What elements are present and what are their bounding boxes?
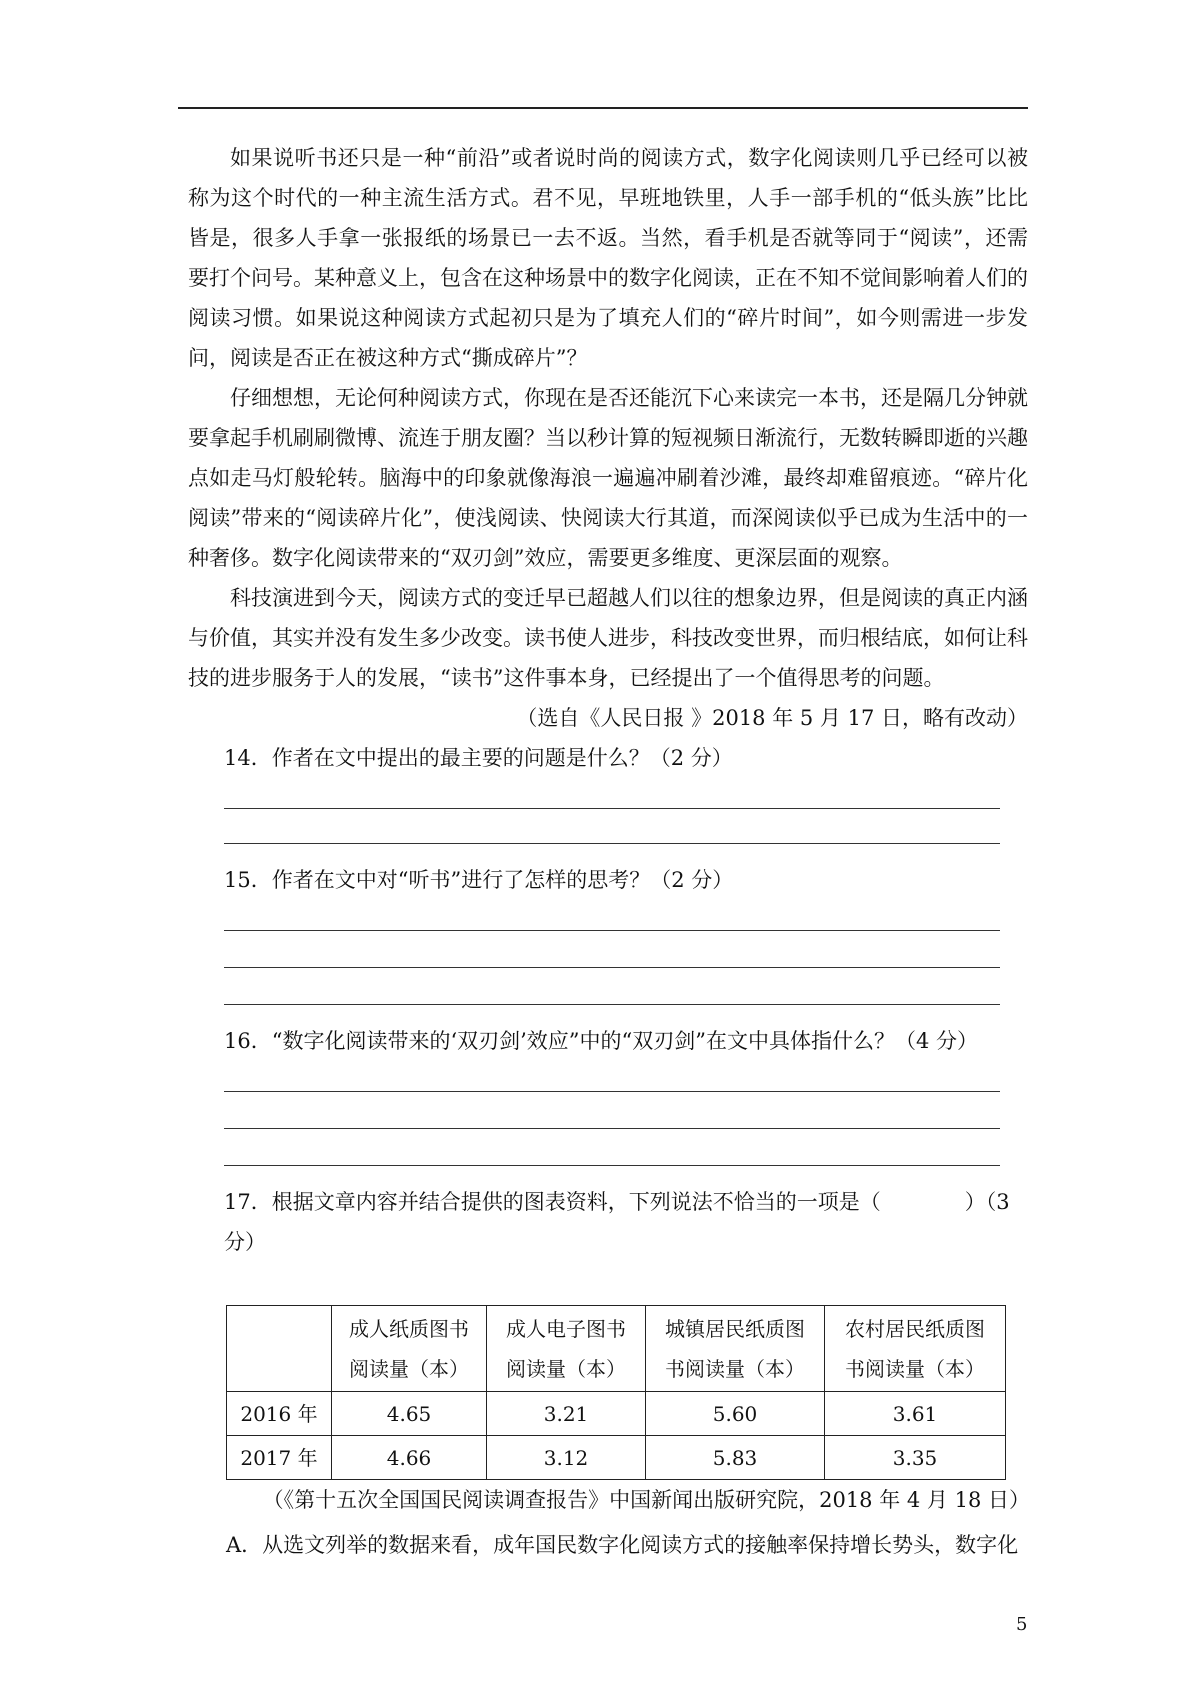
question-14: 14．作者在文中提出的最主要的问题是什么？（2 分） <box>224 746 733 770</box>
header-line: 阅读量（本） <box>506 1356 626 1381</box>
answer-line[interactable] <box>224 1091 1000 1092</box>
table-row <box>227 1436 1006 1480</box>
table-cell: 3.35 <box>825 1436 1006 1480</box>
header-line: 书阅读量（本） <box>845 1356 985 1381</box>
answer-lines-14 <box>188 808 1028 844</box>
page-number: 5 <box>1016 1614 1028 1635</box>
answer-line[interactable] <box>224 1165 1000 1166</box>
header-line: 农村居民纸质图 <box>845 1316 985 1341</box>
answer-lines-15 <box>188 930 1028 1005</box>
table-cell: 4.65 <box>332 1392 487 1436</box>
answer-line[interactable] <box>224 1128 1000 1129</box>
header-rule <box>178 107 1028 109</box>
table-cell: 5.60 <box>646 1392 825 1436</box>
header-line: 城镇居民纸质图 <box>665 1316 805 1341</box>
paragraph-2: 仔细想想，无论何种阅读方式，你现在是否还能沉下心来读完一本书，还是隔几分钟就要拿起手机刷刷微博、流连于朋友圈？当以秒计算的短视频日渐流行，无数转瞬即逝的兴趣点如走马灯般轮转。脑海中的印象就像海浪一遍遍冲刷着沙滩，最终却难留痕迹。“碎片化阅读”带来的“阅读碎片化”，使浅阅读、快阅读大行其道，而深阅读似乎已成为生活中的一种奢侈。数字化阅读带来的“双刃剑”效应，需要更多维度、更深层面的观察。 <box>188 386 1028 570</box>
header-line: 成人纸质图书 <box>349 1316 469 1341</box>
reading-statistics-table <box>226 1305 1006 1480</box>
header-line: 阅读量（本） <box>349 1356 469 1381</box>
table-cell: 4.66 <box>332 1436 487 1480</box>
option-a: A．从选文列举的数据来看，成年国民数字化阅读方式的接触率保持增长势头，数字化 <box>226 1533 1019 1557</box>
table-cell-year: 2017 年 <box>227 1436 332 1480</box>
header-line: 成人电子图书 <box>506 1316 626 1341</box>
table-cell: 3.21 <box>487 1392 646 1436</box>
table-header-cell <box>487 1306 646 1392</box>
table-cell: 3.61 <box>825 1392 1006 1436</box>
table-header-cell <box>825 1306 1006 1392</box>
answer-lines-16 <box>188 1091 1028 1166</box>
table-row <box>227 1392 1006 1436</box>
table-source: （《第十五次全国国民阅读调查报告》中国新闻出版研究院，2018 年 4 月 18 日） <box>262 1488 1030 1512</box>
table-header-cell <box>227 1306 332 1392</box>
answer-line[interactable] <box>224 843 1000 844</box>
question-17: 17．根据文章内容并结合提供的图表资料，下列说法不恰当的一项是（ ）（3 分） <box>224 1190 1010 1254</box>
paragraph-1: 如果说听书还只是一种“前沿”或者说时尚的阅读方式，数字化阅读则几乎已经可以被称为这个时代的一种主流生活方式。君不见，早班地铁里，人手一部手机的“低头族”比比皆是，很多人手拿一张报纸的场景已一去不返。当然，看手机是否就等同于“阅读”，还需要打个问号。某种意义上，包含在这种场景中的数字化阅读，正在不知不觉间影响着人们的阅读习惯。如果说这种阅读方式起初只是为了填充人们的“碎片时间”，如今则需进一步发问，阅读是否正在被这种方式“撕成碎片”？ <box>188 146 1028 370</box>
table-cell: 5.83 <box>646 1436 825 1480</box>
answer-line[interactable] <box>224 930 1000 931</box>
article-body <box>188 138 1028 1262</box>
question-16: 16．“数字化阅读带来的‘双刃剑’效应”中的“双刃剑”在文中具体指什么？（4 分） <box>224 1029 979 1053</box>
header-line: 书阅读量（本） <box>665 1356 805 1381</box>
answer-line[interactable] <box>224 967 1000 968</box>
table-header-cell <box>332 1306 487 1392</box>
table-header-cell <box>646 1306 825 1392</box>
article-source: （选自《人民日报 》2018 年 5 月 17 日，略有改动） <box>516 706 1028 730</box>
table-header-row <box>227 1306 1006 1392</box>
table-cell-year: 2016 年 <box>227 1392 332 1436</box>
table-cell: 3.12 <box>487 1436 646 1480</box>
answer-line[interactable] <box>224 808 1000 809</box>
question-15: 15．作者在文中对“听书”进行了怎样的思考？（2 分） <box>224 868 734 892</box>
answer-line[interactable] <box>224 1004 1000 1005</box>
paragraph-3: 科技演进到今天，阅读方式的变迁早已超越人们以往的想象边界，但是阅读的真正内涵与价值，其实并没有发生多少改变。读书使人进步，科技改变世界，而归根结底，如何让科技的进步服务于人的发展，“读书”这件事本身，已经提出了一个值得思考的问题。 <box>188 586 1028 690</box>
